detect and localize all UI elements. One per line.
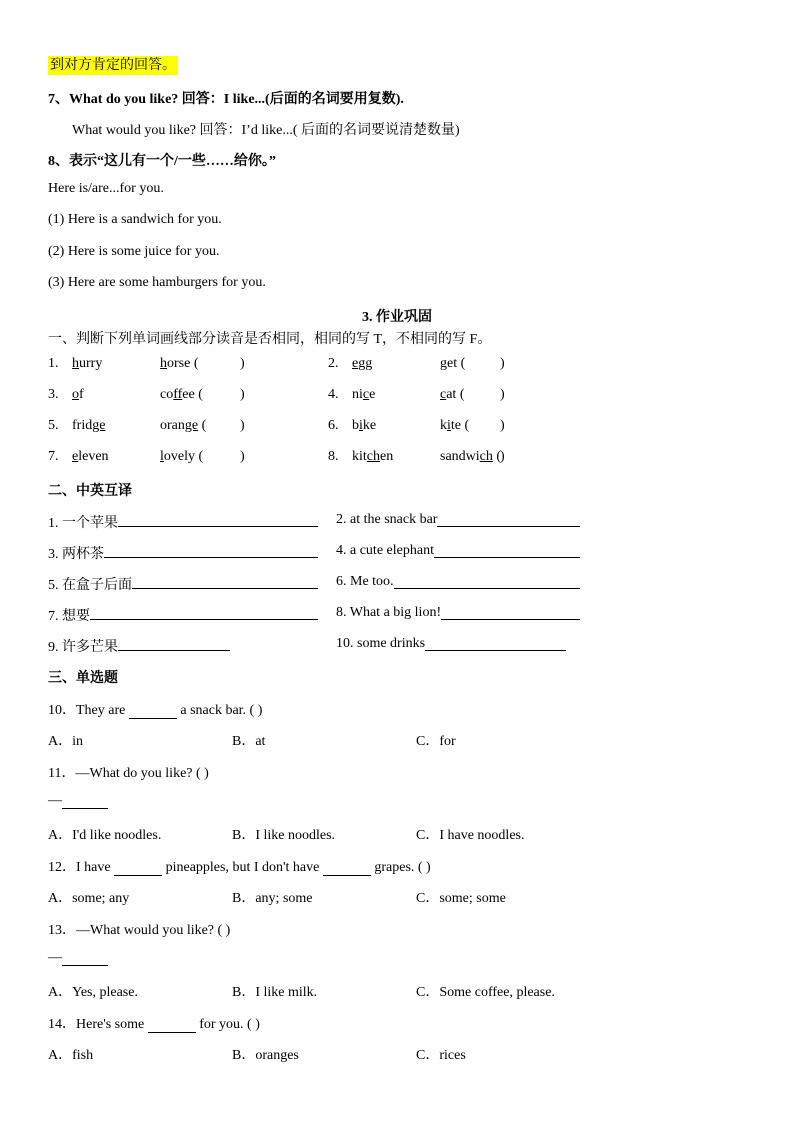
option-c[interactable]: C．for: [416, 734, 456, 749]
translation-right-text: 2. at the snack bar: [336, 512, 438, 527]
pron-word-b: [160, 418, 206, 434]
answer-blank[interactable]: [323, 861, 371, 876]
option-b[interactable]: B．oranges: [232, 1048, 299, 1063]
pron-word-b-text: sandwich (: [440, 449, 502, 464]
pron-word-b: [160, 387, 203, 403]
item8-title: 8、表示“这儿有一个/一些……给你。”: [48, 154, 276, 169]
pron-word-a: [352, 356, 372, 372]
example-2: (2) Here is some juice for you.: [48, 244, 220, 259]
question-stem: [48, 699, 262, 719]
pron-word-b: [440, 449, 501, 465]
option-a[interactable]: A．in: [48, 734, 83, 749]
translation-left: [48, 605, 318, 625]
answer-blank[interactable]: [129, 704, 177, 719]
answer-dash: —: [48, 950, 62, 965]
answer-blank[interactable]: [148, 1018, 196, 1033]
pron-close: ): [500, 418, 505, 433]
pron-word-a-text: hurry: [72, 356, 103, 371]
part2-title: 二、中英互译: [48, 484, 132, 499]
pron-word-b-text: kite (: [440, 418, 470, 433]
translation-right: [336, 543, 580, 559]
translation-right: [336, 605, 580, 621]
pron-word-b-text: get (: [440, 356, 466, 371]
pron-word-b-text: cat (: [440, 387, 465, 402]
pron-close: ): [500, 449, 505, 464]
pron-number: 5.: [48, 418, 59, 433]
pron-number: 8.: [328, 449, 339, 464]
option-c[interactable]: C．Some coffee, please.: [416, 985, 555, 1000]
option-a[interactable]: A．some; any: [48, 891, 130, 906]
answer-blank[interactable]: [132, 574, 318, 589]
pron-close: ): [500, 356, 505, 371]
pron-number: 4.: [328, 387, 339, 402]
highlight-line: [48, 54, 178, 74]
question-text: for you. ( ): [195, 1017, 260, 1032]
answer-blank[interactable]: [437, 512, 580, 527]
pron-close: ): [240, 387, 245, 402]
answer-blank[interactable]: [62, 794, 108, 809]
translation-left-text: 1. 一个苹果: [48, 516, 118, 531]
answer-blank[interactable]: [394, 574, 580, 589]
highlight-text: 到对方肯定的回答。: [50, 58, 176, 73]
pron-close: ): [240, 449, 245, 464]
translation-right-text: 6. Me too.: [336, 574, 394, 589]
pron-word-b-text: orange (: [160, 418, 207, 433]
pron-word-a: [352, 387, 375, 403]
pron-word-a-text: bike: [352, 418, 377, 433]
option-c[interactable]: C．rices: [416, 1048, 466, 1063]
option-b[interactable]: B．I like milk.: [232, 985, 318, 1000]
question-stem: [48, 762, 209, 782]
pron-word-a: [352, 418, 376, 434]
pron-word-a-text: fridge: [72, 418, 106, 433]
option-b[interactable]: B．any; some: [232, 891, 313, 906]
pron-word-b: [160, 356, 199, 372]
pron-word-a-text: eleven: [72, 449, 109, 464]
pron-word-a-text: of: [72, 387, 84, 402]
translation-right-text: 4. a cute elephant: [336, 543, 434, 558]
question-text: pineapples, but I don't have: [162, 860, 323, 875]
translation-left: [48, 512, 318, 532]
question-text: 12．I have: [48, 860, 115, 875]
pron-word-b: [440, 418, 469, 434]
question-text: 10．They are: [48, 703, 129, 718]
question-stem: [48, 1013, 260, 1033]
option-b[interactable]: B．I like noodles.: [232, 828, 336, 843]
answer-blank[interactable]: [425, 636, 566, 651]
option-c[interactable]: C．I have noodles.: [416, 828, 525, 843]
pron-word-a-text: nice: [352, 387, 376, 402]
pron-number: 2.: [328, 356, 339, 371]
translation-left-text: 9. 许多芒果: [48, 640, 118, 655]
option-a[interactable]: A．I'd like noodles.: [48, 828, 162, 843]
answer-blank[interactable]: [114, 861, 162, 876]
question-text: 13．—What would you like? ( ): [48, 923, 231, 938]
item7-title: 7、What do you like? 回答：I like...(后面的名词要用复数).: [48, 92, 404, 107]
answer-dash: —: [48, 793, 62, 808]
pron-word-b: [440, 387, 464, 403]
answer-line: [48, 793, 108, 809]
translation-left: [48, 636, 318, 656]
pron-number: 7.: [48, 449, 59, 464]
pron-word-b-text: coffee (: [160, 387, 203, 402]
question-text: a snack bar. ( ): [176, 703, 263, 718]
answer-blank[interactable]: [104, 543, 318, 558]
pron-word-a: [72, 356, 102, 372]
pron-word-b: [160, 449, 203, 465]
example-1: (1) Here is a sandwich for you.: [48, 212, 222, 227]
question-stem: [48, 856, 431, 876]
item7-sub: What would you like? 回答：I’d like...( 后面的名词要说清楚数量): [72, 123, 460, 138]
translation-right-text: 8. What a big lion!: [336, 605, 442, 620]
pron-number: 3.: [48, 387, 59, 402]
pron-word-b-text: horse (: [160, 356, 199, 371]
option-c[interactable]: C．some; some: [416, 891, 506, 906]
answer-blank[interactable]: [118, 512, 318, 527]
part3-title: 三、单选题: [48, 671, 118, 686]
answer-blank[interactable]: [90, 605, 318, 620]
option-a[interactable]: A．fish: [48, 1048, 94, 1063]
pron-word-b-text: lovely (: [160, 449, 204, 464]
pron-number: 6.: [328, 418, 339, 433]
pron-close: ): [240, 418, 245, 433]
question-text: grapes. ( ): [370, 860, 431, 875]
translation-left-text: 3. 两杯茶: [48, 547, 104, 562]
question-stem: [48, 919, 230, 939]
pron-word-a: [72, 387, 84, 403]
translation-left-text: 7. 想要: [48, 609, 90, 624]
answer-blank[interactable]: [118, 636, 230, 651]
question-text: 14．Here's some: [48, 1017, 148, 1032]
translation-right-text: 10. some drinks: [336, 636, 426, 651]
question-text: 11．—What do you like? ( ): [48, 766, 209, 781]
item8-pattern: Here is/are...for you.: [48, 181, 164, 196]
pron-number: 1.: [48, 356, 59, 371]
pron-close: ): [500, 387, 505, 402]
example-3: (3) Here are some hamburgers for you.: [48, 275, 266, 290]
answer-line: [48, 950, 108, 966]
homework-title: 3. 作业巩固: [362, 310, 432, 325]
pron-word-a: [352, 449, 393, 465]
answer-blank[interactable]: [441, 605, 580, 620]
pron-close: ): [240, 356, 245, 371]
translation-right: [336, 512, 580, 528]
answer-blank[interactable]: [434, 543, 580, 558]
translation-left: [48, 543, 318, 563]
translation-right: [336, 636, 580, 652]
pron-word-b: [440, 356, 465, 372]
pron-word-a: [72, 449, 109, 465]
translation-left-text: 5. 在盒子后面: [48, 578, 132, 593]
pron-word-a-text: kitchen: [352, 449, 394, 464]
translation-left: [48, 574, 318, 594]
answer-blank[interactable]: [62, 951, 108, 966]
option-a[interactable]: A．Yes, please.: [48, 985, 138, 1000]
pron-word-a: [72, 418, 105, 434]
part1-title: 一、判断下列单词画线部分读音是否相同，相同的写 T，不相同的写 F。: [48, 332, 492, 347]
translation-right: [336, 574, 580, 590]
option-b[interactable]: B．at: [232, 734, 266, 749]
pron-word-a-text: egg: [352, 356, 373, 371]
